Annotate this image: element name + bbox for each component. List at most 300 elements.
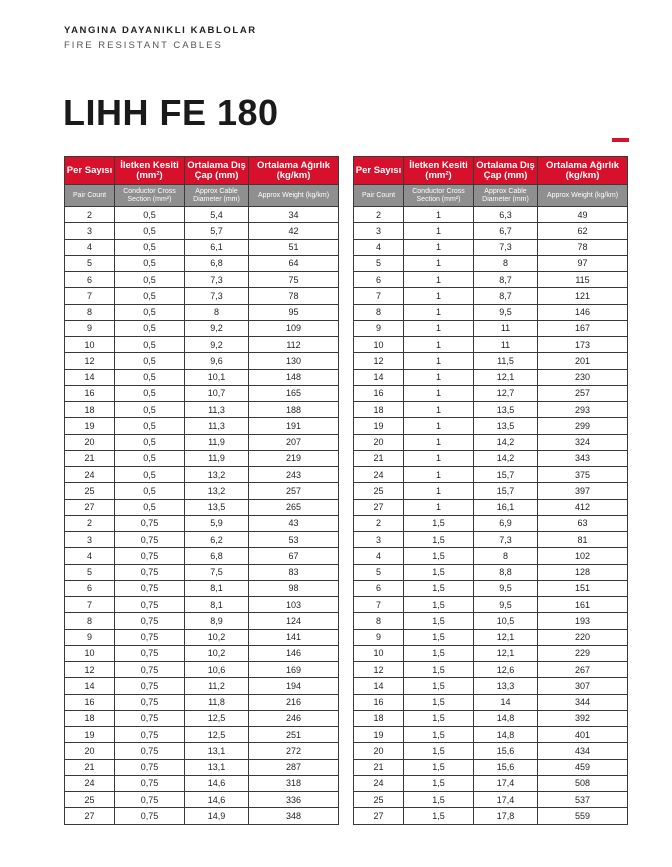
cell-pair-count: 5 — [65, 564, 115, 580]
col-header-cross-section: İletken Kesiti (mm²) — [404, 157, 474, 185]
cell-weight: 102 — [538, 548, 628, 564]
cell-weight: 42 — [249, 223, 339, 239]
cell-diameter: 12,5 — [185, 727, 249, 743]
cell-diameter: 8,9 — [185, 613, 249, 629]
cell-cross-section: 1 — [404, 223, 474, 239]
cell-diameter: 5,7 — [185, 223, 249, 239]
table-row — [65, 272, 339, 288]
cell-weight: 130 — [249, 353, 339, 369]
cell-pair-count: 16 — [65, 694, 115, 710]
cell-diameter: 9,6 — [185, 353, 249, 369]
table-row — [65, 515, 339, 531]
col-subheader-weight: Approx Weight (kg/km) — [249, 185, 339, 207]
cell-weight: 148 — [249, 369, 339, 385]
cell-diameter: 16,1 — [474, 499, 538, 515]
table-row — [354, 255, 628, 271]
table-row — [65, 434, 339, 450]
cell-cross-section: 1,5 — [404, 629, 474, 645]
cell-weight: 336 — [249, 792, 339, 808]
cell-cross-section: 0,5 — [115, 450, 185, 466]
table-row — [65, 255, 339, 271]
cell-weight: 161 — [538, 597, 628, 613]
cell-cross-section: 0,75 — [115, 613, 185, 629]
col-header-diameter: Ortalama Dış Çap (mm) — [474, 157, 538, 185]
table-row — [65, 532, 339, 548]
cell-pair-count: 10 — [354, 337, 404, 353]
cell-cross-section: 0,75 — [115, 662, 185, 678]
table-row — [354, 499, 628, 515]
cell-weight: 141 — [249, 629, 339, 645]
table-row — [65, 304, 339, 320]
cell-diameter: 8 — [474, 548, 538, 564]
cell-diameter: 13,2 — [185, 467, 249, 483]
cell-cross-section: 0,5 — [115, 434, 185, 450]
cell-diameter: 13,1 — [185, 759, 249, 775]
cell-diameter: 10,2 — [185, 629, 249, 645]
cell-pair-count: 27 — [354, 499, 404, 515]
cell-pair-count: 6 — [65, 272, 115, 288]
cell-diameter: 11 — [474, 320, 538, 336]
table-row — [354, 320, 628, 336]
table-row — [65, 710, 339, 726]
accent-bar — [612, 138, 629, 142]
cell-cross-section: 1,5 — [404, 710, 474, 726]
cell-diameter: 7,3 — [185, 272, 249, 288]
cell-pair-count: 8 — [65, 304, 115, 320]
cell-weight: 243 — [249, 467, 339, 483]
cell-diameter: 10,6 — [185, 662, 249, 678]
cell-cross-section: 0,75 — [115, 629, 185, 645]
cell-cross-section: 1 — [404, 288, 474, 304]
cell-pair-count: 8 — [65, 613, 115, 629]
cell-pair-count: 19 — [354, 727, 404, 743]
table-row — [354, 337, 628, 353]
cell-diameter: 10,1 — [185, 369, 249, 385]
cell-weight: 375 — [538, 467, 628, 483]
cell-diameter: 7,3 — [474, 532, 538, 548]
cell-pair-count: 16 — [354, 385, 404, 401]
table-row — [354, 678, 628, 694]
cell-cross-section: 0,5 — [115, 239, 185, 255]
cell-pair-count: 20 — [65, 743, 115, 759]
cell-pair-count: 2 — [354, 515, 404, 531]
cell-pair-count: 2 — [65, 515, 115, 531]
cell-diameter: 11,8 — [185, 694, 249, 710]
cell-pair-count: 20 — [65, 434, 115, 450]
cell-cross-section: 0,75 — [115, 727, 185, 743]
cell-diameter: 15,7 — [474, 467, 538, 483]
cell-pair-count: 4 — [65, 548, 115, 564]
cell-cross-section: 0,75 — [115, 710, 185, 726]
table-row — [354, 385, 628, 401]
cell-diameter: 14,6 — [185, 792, 249, 808]
cell-pair-count: 4 — [354, 239, 404, 255]
cell-pair-count: 21 — [354, 450, 404, 466]
table-row — [65, 694, 339, 710]
table-row — [65, 548, 339, 564]
table-row — [65, 288, 339, 304]
cell-cross-section: 1,5 — [404, 743, 474, 759]
cell-weight: 173 — [538, 337, 628, 353]
table-row — [65, 775, 339, 791]
cell-weight: 115 — [538, 272, 628, 288]
cell-weight: 299 — [538, 418, 628, 434]
cell-pair-count: 19 — [65, 418, 115, 434]
cell-pair-count: 5 — [65, 255, 115, 271]
cell-cross-section: 0,5 — [115, 288, 185, 304]
cell-weight: 121 — [538, 288, 628, 304]
col-header-weight: Ortalama Ağırlık (kg/km) — [538, 157, 628, 185]
table-row — [65, 645, 339, 661]
cell-pair-count: 24 — [65, 775, 115, 791]
cell-diameter: 8,1 — [185, 580, 249, 596]
cell-diameter: 9,2 — [185, 320, 249, 336]
table-row — [65, 239, 339, 255]
table-row — [65, 450, 339, 466]
col-header-pair-count: Per Sayısı — [354, 157, 404, 185]
cell-pair-count: 16 — [354, 694, 404, 710]
table-row — [354, 532, 628, 548]
cell-weight: 95 — [249, 304, 339, 320]
cell-pair-count: 20 — [354, 434, 404, 450]
table-row — [354, 759, 628, 775]
table-row — [354, 272, 628, 288]
cell-pair-count: 5 — [354, 564, 404, 580]
cell-weight: 459 — [538, 759, 628, 775]
cell-cross-section: 1,5 — [404, 564, 474, 580]
cell-diameter: 14,2 — [474, 434, 538, 450]
cell-cross-section: 1 — [404, 320, 474, 336]
cell-diameter: 13,5 — [185, 499, 249, 515]
cell-cross-section: 0,75 — [115, 548, 185, 564]
cell-weight: 229 — [538, 645, 628, 661]
cell-diameter: 15,6 — [474, 759, 538, 775]
cell-diameter: 9,5 — [474, 580, 538, 596]
cell-pair-count: 20 — [354, 743, 404, 759]
table-row — [65, 759, 339, 775]
category-title-en: FIRE RESISTANT CABLES — [64, 40, 223, 51]
spec-table-right — [353, 156, 628, 825]
cell-cross-section: 0,5 — [115, 369, 185, 385]
table-row — [354, 353, 628, 369]
cell-diameter: 13,5 — [474, 402, 538, 418]
table-row — [65, 402, 339, 418]
col-header-cross-section: İletken Kesiti (mm²) — [115, 157, 185, 185]
cell-weight: 230 — [538, 369, 628, 385]
cell-diameter: 11 — [474, 337, 538, 353]
cell-diameter: 9,2 — [185, 337, 249, 353]
cell-weight: 412 — [538, 499, 628, 515]
cell-weight: 267 — [538, 662, 628, 678]
cell-cross-section: 0,75 — [115, 597, 185, 613]
cell-cross-section: 0,5 — [115, 467, 185, 483]
col-subheader-weight: Approx Weight (kg/km) — [538, 185, 628, 207]
cell-diameter: 8,8 — [474, 564, 538, 580]
cell-diameter: 6,8 — [185, 548, 249, 564]
table-row — [65, 369, 339, 385]
cell-diameter: 11,2 — [185, 678, 249, 694]
table-row — [354, 548, 628, 564]
cell-diameter: 17,4 — [474, 775, 538, 791]
cell-pair-count: 3 — [354, 532, 404, 548]
table-row — [65, 418, 339, 434]
cell-cross-section: 1 — [404, 369, 474, 385]
table-row — [354, 792, 628, 808]
col-subheader-pair-count: Pair Count — [354, 185, 404, 207]
table-row — [354, 304, 628, 320]
cell-weight: 307 — [538, 678, 628, 694]
cell-weight: 193 — [538, 613, 628, 629]
cell-pair-count: 19 — [65, 727, 115, 743]
table-body-left — [65, 207, 339, 825]
cell-diameter: 6,9 — [474, 515, 538, 531]
table-row — [65, 320, 339, 336]
cell-cross-section: 1 — [404, 402, 474, 418]
cell-pair-count: 10 — [65, 337, 115, 353]
page-title: LIHH FE 180 — [63, 92, 279, 133]
cell-weight: 51 — [249, 239, 339, 255]
cell-cross-section: 0,5 — [115, 272, 185, 288]
cell-weight: 257 — [249, 483, 339, 499]
cell-diameter: 17,8 — [474, 808, 538, 824]
cell-cross-section: 1 — [404, 353, 474, 369]
cell-pair-count: 24 — [354, 467, 404, 483]
cell-diameter: 7,5 — [185, 564, 249, 580]
cell-weight: 81 — [538, 532, 628, 548]
cell-cross-section: 1,5 — [404, 515, 474, 531]
cell-weight: 559 — [538, 808, 628, 824]
cell-cross-section: 1,5 — [404, 792, 474, 808]
cell-diameter: 14,2 — [474, 450, 538, 466]
cell-pair-count: 25 — [65, 483, 115, 499]
cell-weight: 112 — [249, 337, 339, 353]
table-row — [354, 662, 628, 678]
table-row — [354, 207, 628, 223]
cell-weight: 167 — [538, 320, 628, 336]
cell-pair-count: 9 — [65, 320, 115, 336]
cell-diameter: 8 — [185, 304, 249, 320]
cell-pair-count: 14 — [65, 678, 115, 694]
col-header-diameter: Ortalama Dış Çap (mm) — [185, 157, 249, 185]
cell-cross-section: 0,75 — [115, 808, 185, 824]
cell-cross-section: 1,5 — [404, 597, 474, 613]
cell-pair-count: 21 — [65, 759, 115, 775]
cell-pair-count: 27 — [354, 808, 404, 824]
table-row — [65, 353, 339, 369]
cell-weight: 98 — [249, 580, 339, 596]
cell-pair-count: 8 — [354, 613, 404, 629]
cell-cross-section: 1,5 — [404, 580, 474, 596]
cell-cross-section: 1 — [404, 434, 474, 450]
cell-diameter: 14,6 — [185, 775, 249, 791]
cell-pair-count: 9 — [354, 320, 404, 336]
cell-weight: 128 — [538, 564, 628, 580]
cell-diameter: 8 — [474, 255, 538, 271]
cell-weight: 78 — [538, 239, 628, 255]
cell-cross-section: 0,5 — [115, 304, 185, 320]
cell-pair-count: 2 — [354, 207, 404, 223]
cell-cross-section: 0,5 — [115, 223, 185, 239]
cell-pair-count: 12 — [354, 353, 404, 369]
cell-pair-count: 27 — [65, 499, 115, 515]
cell-diameter: 10,5 — [474, 613, 538, 629]
cell-cross-section: 1,5 — [404, 759, 474, 775]
cell-pair-count: 9 — [65, 629, 115, 645]
cell-weight: 318 — [249, 775, 339, 791]
cell-cross-section: 1,5 — [404, 532, 474, 548]
cell-cross-section: 1,5 — [404, 548, 474, 564]
cell-diameter: 13,2 — [185, 483, 249, 499]
cell-cross-section: 1,5 — [404, 678, 474, 694]
cell-diameter: 12,6 — [474, 662, 538, 678]
cell-diameter: 5,9 — [185, 515, 249, 531]
cell-cross-section: 0,5 — [115, 418, 185, 434]
spec-table-left — [64, 156, 339, 825]
cell-cross-section: 1 — [404, 207, 474, 223]
cell-weight: 343 — [538, 450, 628, 466]
cell-weight: 207 — [249, 434, 339, 450]
cell-pair-count: 25 — [354, 483, 404, 499]
cell-cross-section: 0,75 — [115, 564, 185, 580]
cell-cross-section: 0,75 — [115, 792, 185, 808]
table-row — [354, 434, 628, 450]
table-row — [354, 580, 628, 596]
cell-weight: 397 — [538, 483, 628, 499]
cell-diameter: 7,3 — [185, 288, 249, 304]
cell-diameter: 14,8 — [474, 727, 538, 743]
table-row — [354, 694, 628, 710]
cell-cross-section: 1 — [404, 304, 474, 320]
cell-pair-count: 2 — [65, 207, 115, 223]
table-row — [354, 727, 628, 743]
cell-weight: 219 — [249, 450, 339, 466]
cell-diameter: 6,7 — [474, 223, 538, 239]
cell-diameter: 13,5 — [474, 418, 538, 434]
cell-weight: 124 — [249, 613, 339, 629]
cell-pair-count: 27 — [65, 808, 115, 824]
cell-diameter: 11,3 — [185, 418, 249, 434]
cell-pair-count: 18 — [65, 402, 115, 418]
col-subheader-cross-section: Conductor Cross Section (mm²) — [404, 185, 474, 207]
cell-diameter: 11,5 — [474, 353, 538, 369]
category-title-tr: YANGINA DAYANIKLI KABLOLAR — [64, 25, 257, 36]
cell-diameter: 12,1 — [474, 629, 538, 645]
cell-weight: 146 — [538, 304, 628, 320]
cell-cross-section: 0,75 — [115, 678, 185, 694]
cell-pair-count: 7 — [65, 288, 115, 304]
cell-diameter: 11,3 — [185, 402, 249, 418]
cell-pair-count: 24 — [65, 467, 115, 483]
cell-cross-section: 1 — [404, 255, 474, 271]
cell-pair-count: 9 — [354, 629, 404, 645]
table-row — [65, 483, 339, 499]
cell-pair-count: 16 — [65, 385, 115, 401]
cell-cross-section: 0,75 — [115, 580, 185, 596]
cell-cross-section: 0,75 — [115, 775, 185, 791]
cell-pair-count: 24 — [354, 775, 404, 791]
cell-cross-section: 1,5 — [404, 645, 474, 661]
cell-weight: 49 — [538, 207, 628, 223]
cell-cross-section: 1 — [404, 499, 474, 515]
cell-diameter: 10,2 — [185, 645, 249, 661]
cell-diameter: 5,4 — [185, 207, 249, 223]
cell-diameter: 6,3 — [474, 207, 538, 223]
cell-diameter: 13,1 — [185, 743, 249, 759]
cell-weight: 63 — [538, 515, 628, 531]
col-subheader-diameter: Approx Cable Diameter (mm) — [474, 185, 538, 207]
cell-cross-section: 0,5 — [115, 402, 185, 418]
table-row — [354, 418, 628, 434]
cell-weight: 251 — [249, 727, 339, 743]
table-row — [65, 337, 339, 353]
table-row — [354, 613, 628, 629]
table-row — [65, 580, 339, 596]
cell-weight: 293 — [538, 402, 628, 418]
cell-weight: 246 — [249, 710, 339, 726]
cell-cross-section: 1,5 — [404, 613, 474, 629]
table-row — [65, 223, 339, 239]
table-row — [65, 207, 339, 223]
cell-diameter: 6,8 — [185, 255, 249, 271]
cell-pair-count: 4 — [354, 548, 404, 564]
cell-cross-section: 0,75 — [115, 515, 185, 531]
table-row — [354, 402, 628, 418]
table-row — [354, 775, 628, 791]
cell-cross-section: 1 — [404, 450, 474, 466]
cell-pair-count: 5 — [354, 255, 404, 271]
cell-weight: 53 — [249, 532, 339, 548]
cell-cross-section: 1,5 — [404, 775, 474, 791]
cell-weight: 537 — [538, 792, 628, 808]
cell-weight: 151 — [538, 580, 628, 596]
cell-diameter: 13,3 — [474, 678, 538, 694]
table-row — [354, 629, 628, 645]
cell-weight: 34 — [249, 207, 339, 223]
cell-weight: 194 — [249, 678, 339, 694]
cell-pair-count: 6 — [354, 272, 404, 288]
cell-diameter: 12,1 — [474, 645, 538, 661]
table-row — [65, 629, 339, 645]
table-row — [354, 223, 628, 239]
cell-diameter: 11,9 — [185, 450, 249, 466]
table-row — [65, 499, 339, 515]
cell-diameter: 9,5 — [474, 304, 538, 320]
table-row — [354, 564, 628, 580]
table-row — [354, 450, 628, 466]
cell-diameter: 14,8 — [474, 710, 538, 726]
cell-weight: 67 — [249, 548, 339, 564]
cell-cross-section: 1 — [404, 385, 474, 401]
cell-diameter: 15,6 — [474, 743, 538, 759]
cell-weight: 83 — [249, 564, 339, 580]
cell-pair-count: 6 — [65, 580, 115, 596]
table-row — [65, 385, 339, 401]
cell-pair-count: 10 — [65, 645, 115, 661]
cell-pair-count: 3 — [354, 223, 404, 239]
table-row — [65, 613, 339, 629]
cell-diameter: 6,2 — [185, 532, 249, 548]
cell-weight: 344 — [538, 694, 628, 710]
cell-weight: 324 — [538, 434, 628, 450]
table-row — [354, 515, 628, 531]
table-row — [65, 808, 339, 824]
cell-pair-count: 25 — [354, 792, 404, 808]
cell-weight: 257 — [538, 385, 628, 401]
cell-diameter: 11,9 — [185, 434, 249, 450]
table-row — [354, 467, 628, 483]
cell-pair-count: 3 — [65, 223, 115, 239]
cell-diameter: 12,1 — [474, 369, 538, 385]
